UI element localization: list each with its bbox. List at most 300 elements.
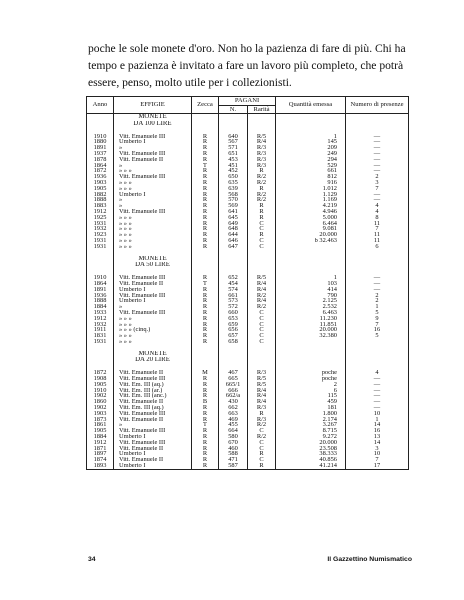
cell-presenze: 14 [346,440,409,446]
cell-rarita: R/2 [248,434,276,440]
cell-zecca: R [192,134,219,140]
cell-pagani-n: 656 [219,327,248,333]
cell-quantita: 41.214 [276,463,346,469]
cell-zecca: R [192,293,219,299]
cell-presenze: 11 [346,221,409,227]
cell-pagani-n: 645 [219,215,248,221]
cell-rarita: C [248,457,276,463]
cell-presenze: — [346,393,409,399]
cell-anno: 1905 [87,186,114,192]
cell-effigie: » » » [114,244,192,250]
cell-pagani-n: 649 [219,221,248,227]
coin-table [86,96,409,470]
cell-pagani-n: 662 [219,405,248,411]
cell-quantita: 1.012 [276,186,346,192]
cell-presenze: 5 [346,310,409,316]
cell-zecca: R [192,333,219,339]
cell-zecca: R [192,428,219,434]
cell-pagani-n: 568 [219,192,248,198]
cell-quantita: 6.463 [276,310,346,316]
section-title-spacer [248,114,276,121]
cell-anno: 1931 [87,221,114,227]
cell-presenze: 2 [346,298,409,304]
cell-presenze: — [346,168,409,174]
section-title-spacer [87,256,114,263]
cell-zecca: R [192,382,219,388]
cell-anno: 1931 [87,244,114,250]
cell-rarita: R/5 [248,376,276,382]
cell-anno: 1891 [87,287,114,293]
cell-pagani-n: 639 [219,186,248,192]
cell-presenze: 4 [346,209,409,215]
cell-pagani-n: 658 [219,339,248,345]
cell-rarita: C [248,244,276,250]
cell-effigie: Umberto I [114,287,192,293]
cell-anno: 1897 [87,451,114,457]
cell-anno: 1864 [87,163,114,169]
section-title-spacer [346,351,409,358]
cell-effigie: Umberto I [114,139,192,145]
cell-effigie: » [114,197,192,203]
cell-zecca: R [192,298,219,304]
cell-zecca: R [192,457,219,463]
cell-effigie: » » » (cinq.) [114,327,192,333]
cell-presenze: — [346,382,409,388]
cell-rarita: R/3 [248,405,276,411]
cell-presenze: — [346,399,409,405]
cell-effigie: Umberto I [114,451,192,457]
section-title-spacer [346,114,409,121]
cell-quantita: 2.532 [276,304,346,310]
cell-anno: 1905 [87,382,114,388]
cell-pagani-n: 666 [219,388,248,394]
cell-anno: 1936 [87,293,114,299]
cell-rarita: C [248,428,276,434]
cell-presenze: — [346,157,409,163]
section-title-spacer [248,121,276,128]
header-pagani: PAGANI [219,97,276,106]
section-title-spacer [346,357,409,364]
cell-pagani-n: 659 [219,322,248,328]
section-title-spacer [276,121,346,128]
cell-rarita: C [248,322,276,328]
cell-presenze: 6 [346,244,409,250]
section-title-row [87,121,409,128]
cell-anno: 1902 [87,393,114,399]
cell-zecca: R [192,186,219,192]
cell-effigie: Umberto I [114,434,192,440]
cell-rarita: R/2 [248,304,276,310]
cell-rarita: R/2 [248,192,276,198]
cell-quantita: 23.508 [276,446,346,452]
cell-presenze: — [346,192,409,198]
cell-presenze: 7 [346,226,409,232]
cell-rarita: R/5 [248,382,276,388]
cell-zecca: R [192,197,219,203]
cell-presenze: 13 [346,434,409,440]
cell-presenze: 7 [346,322,409,328]
cell-anno: 1903 [87,180,114,186]
cell-anno: 1937 [87,151,114,157]
header-n: N. [219,105,248,114]
cell-presenze: 16 [346,327,409,333]
intro-paragraph [88,40,418,91]
cell-presenze: 10 [346,411,409,417]
cell-effigie: Vitt. Emanuele III [114,174,192,180]
cell-quantita: 2 [276,382,346,388]
cell-rarita: R/4 [248,281,276,287]
cell-quantita: 1 [276,134,346,140]
cell-anno: 1911 [87,327,114,333]
cell-rarita: C [248,238,276,244]
cell-anno: 1931 [87,339,114,345]
section-title-spacer [276,357,346,364]
cell-zecca: R [192,174,219,180]
cell-effigie: » [114,422,192,428]
cell-zecca: R [192,339,219,345]
section-title-spacer [87,262,114,269]
section-title-spacer [276,351,346,358]
cell-quantita: 6.464 [276,221,346,227]
cell-presenze: 10 [346,451,409,457]
cell-rarita: R [248,411,276,417]
cell-pagani-n: 635 [219,180,248,186]
section-title-spacer [192,351,219,358]
cell-pagani-n: 651 [219,151,248,157]
cell-anno: 1910 [87,134,114,140]
cell-quantita: 40.856 [276,457,346,463]
cell-quantita: 812 [276,174,346,180]
cell-presenze: 5 [346,333,409,339]
cell-anno: 1884 [87,304,114,310]
cell-anno: 1933 [87,310,114,316]
cell-zecca: R [192,446,219,452]
cell-effigie: » [114,145,192,151]
cell-anno: 1872 [87,370,114,376]
cell-rarita: C [248,316,276,322]
cell-rarita: R/2 [248,422,276,428]
cell-zecca: R [192,376,219,382]
cell-zecca: R [192,287,219,293]
cell-quantita: 20.000 [276,232,346,238]
cell-quantita: 249 [276,151,346,157]
cell-presenze: — [346,388,409,394]
cell-anno: 1831 [87,333,114,339]
cell-quantita: 4.946 [276,209,346,215]
cell-pagani-n: 460 [219,446,248,452]
cell-quantita: 294 [276,157,346,163]
cell-presenze: — [346,145,409,151]
cell-quantita: 4.219 [276,203,346,209]
section-title-row [87,256,409,263]
cell-presenze: — [346,405,409,411]
cell-anno: 1910 [87,388,114,394]
cell-effigie: Umberto I [114,298,192,304]
cell-rarita: R/2 [248,174,276,180]
section-title-spacer [276,114,346,121]
cell-effigie: Vitt. Emanuele III [114,151,192,157]
cell-rarita: R/3 [248,145,276,151]
cell-pagani-n: 573 [219,298,248,304]
section-title: MONETE [114,256,192,263]
cell-zecca: R [192,304,219,310]
cell-anno: 1888 [87,197,114,203]
cell-presenze: — [346,287,409,293]
cell-pagani-n: 670 [219,440,248,446]
cell-presenze: — [346,139,409,145]
cell-quantita: 5.000 [276,215,346,221]
cell-effigie: » » » [114,316,192,322]
cell-pagani-n: 646 [219,238,248,244]
header-quantita: Quantità emessa [276,97,346,114]
cell-presenze: — [346,275,409,281]
cell-pagani-n: 662/a [219,393,248,399]
cell-anno: 1912 [87,316,114,322]
cell-anno: 1871 [87,446,114,452]
cell-effigie: Vitt. Emanuele II [114,281,192,287]
cell-pagani-n: 648 [219,226,248,232]
cell-quantita: 20.000 [276,327,346,333]
header-zecca: Zecca [192,97,219,114]
section-title-spacer [219,121,248,128]
cell-anno: 1883 [87,203,114,209]
cell-pagani-n: 451 [219,163,248,169]
cell-effigie: » » » [114,215,192,221]
cell-zecca: R [192,151,219,157]
cell-pagani-n: 580 [219,434,248,440]
cell-rarita: C [248,327,276,333]
journal-name: Il Gazzettino Numismatico [327,556,412,563]
cell-pagani-n: 453 [219,157,248,163]
section-title-row [87,357,409,364]
cell-pagani-n: 665/1 [219,382,248,388]
cell-anno: 1872 [87,168,114,174]
cell-rarita: R [248,203,276,209]
cell-anno: 1912 [87,440,114,446]
cell-presenze: 7 [346,186,409,192]
cell-effigie: Vitt. Em. III (ar.) [114,388,192,394]
cell-effigie: Vitt. Em. III (aq.) [114,405,192,411]
cell-pagani-n: 664 [219,428,248,434]
cell-pagani-n: 567 [219,139,248,145]
cell-zecca: R [192,215,219,221]
section-title-spacer [192,121,219,128]
cell-effigie: Vitt. Em. III (anc.) [114,393,192,399]
cell-rarita: R [248,232,276,238]
cell-effigie: Vitt. Emanuele III [114,134,192,140]
section-title-spacer [219,256,248,263]
cell-effigie: Vitt. Emanuele II [114,446,192,452]
cell-effigie: » » » [114,180,192,186]
section-title-spacer [276,262,346,269]
cell-effigie: » » » [114,238,192,244]
cell-rarita: R/4 [248,393,276,399]
intro-line: tempo e pazienza è invitato a fare un lavoro più completo, che potrà [88,59,404,72]
section-title-row [87,351,409,358]
cell-zecca: T [192,422,219,428]
cell-presenze: 14 [346,422,409,428]
cell-quantita: 20.000 [276,440,346,446]
cell-quantita: 2.125 [276,298,346,304]
cell-rarita: R/4 [248,139,276,145]
cell-rarita: C [248,339,276,345]
cell-pagani-n: 650 [219,174,248,180]
section-title-row [87,262,409,269]
section-title-spacer [87,114,114,121]
cell-effigie: » » » [114,168,192,174]
cell-pagani-n: 640 [219,134,248,140]
cell-effigie: Vitt. Emanuele II [114,457,192,463]
header-anno: Anno [87,97,114,114]
cell-zecca: R [192,434,219,440]
cell-zecca: R [192,275,219,281]
page-number: 34 [88,556,96,563]
cell-rarita: R/4 [248,388,276,394]
cell-zecca: R [192,244,219,250]
cell-anno: 1893 [87,463,114,469]
section-title-spacer [248,357,276,364]
table-row [87,463,409,469]
cell-presenze: 3 [346,180,409,186]
cell-pagani-n: 647 [219,244,248,250]
cell-pagani-n: 665 [219,376,248,382]
cell-presenze: — [346,281,409,287]
section-title-spacer [87,357,114,364]
cell-rarita: C [248,446,276,452]
header-rarita: Rarità [248,105,276,114]
cell-rarita: R [248,215,276,221]
cell-anno: 1910 [87,275,114,281]
cell-quantita: 115 [276,393,346,399]
cell-rarita: R/5 [248,275,276,281]
cell-zecca: R [192,203,219,209]
cell-rarita: R [248,463,276,469]
cell-presenze: 1 [346,304,409,310]
cell-rarita: C [248,221,276,227]
cell-zecca: R [192,221,219,227]
cell-zecca: R [192,440,219,446]
cell-anno: 1873 [87,417,114,423]
cell-quantita: 1 [276,275,346,281]
cell-pagani-n: 641 [219,209,248,215]
cell-anno: 1902 [87,405,114,411]
cell-quantita: 32.380 [276,333,346,339]
cell-anno: 1882 [87,192,114,198]
cell-quantita: poche [276,376,346,382]
cell-quantita: 11.851 [276,322,346,328]
cell-pagani-n: 454 [219,281,248,287]
cell-rarita: R/3 [248,163,276,169]
cell-effigie: Umberto I [114,192,192,198]
cell-pagani-n: 660 [219,310,248,316]
cell-effigie: Vitt. Emanuele II [114,399,192,405]
cell-rarita: R [248,168,276,174]
cell-rarita: R/5 [248,134,276,140]
cell-presenze: — [346,197,409,203]
cell-anno: 1932 [87,226,114,232]
cell-presenze: 11 [346,238,409,244]
cell-pagani-n: 571 [219,145,248,151]
cell-quantita: 1.800 [276,411,346,417]
cell-anno: 1874 [87,457,114,463]
cell-zecca: R [192,310,219,316]
cell-zecca: R [192,327,219,333]
cell-rarita: R [248,186,276,192]
cell-zecca: R [192,232,219,238]
cell-quantita: 1.129 [276,192,346,198]
cell-zecca: R [192,238,219,244]
cell-effigie: » » » [114,339,192,345]
cell-quantita: 6 [276,388,346,394]
cell-anno: 1936 [87,174,114,180]
cell-presenze: 8 [346,215,409,221]
cell-anno: 1860 [87,399,114,405]
header-numero: Numero di presenze [346,97,409,114]
cell-anno: 1891 [87,145,114,151]
cell-pagani-n: 572 [219,304,248,310]
section-title-spacer [192,262,219,269]
cell-anno: 1931 [87,238,114,244]
cell-quantita: 1.169 [276,197,346,203]
cell-anno: 1884 [87,434,114,440]
section-title-spacer [346,262,409,269]
cell-presenze: — [346,163,409,169]
cell-pagani-n: 653 [219,316,248,322]
cell-zecca: R [192,157,219,163]
cell-presenze: 7 [346,457,409,463]
section-title-spacer [248,256,276,263]
cell-rarita: C [248,440,276,446]
cell-anno: 1903 [87,411,114,417]
cell-effigie: Vitt. Emanuele III [114,428,192,434]
cell-zecca: R [192,180,219,186]
cell-effigie: » [114,203,192,209]
cell-rarita: R/2 [248,197,276,203]
cell-zecca: M [192,370,219,376]
cell-effigie: Vitt. Emanuele III [114,209,192,215]
cell-zecca: R [192,405,219,411]
cell-quantita: 103 [276,281,346,287]
cell-pagani-n: 455 [219,422,248,428]
cell-zecca: B [192,399,219,405]
cell-rarita: R/3 [248,417,276,423]
cell-quantita: 9.081 [276,226,346,232]
section-title-spacer [248,351,276,358]
cell-effigie: » » » [114,333,192,339]
cell-anno: 1880 [87,139,114,145]
cell-effigie: » » » [114,322,192,328]
section-title: DA 20 LIRE [114,357,192,364]
cell-presenze: — [346,151,409,157]
cell-rarita: R/2 [248,293,276,299]
cell-pagani-n: 657 [219,333,248,339]
cell-effigie: Vitt. Em. III (aq.) [114,382,192,388]
cell-quantita: 9.272 [276,434,346,440]
cell-anno: 1864 [87,281,114,287]
cell-zecca: R [192,393,219,399]
cell-presenze: 2 [346,174,409,180]
cell-quantita: 661 [276,168,346,174]
cell-quantita: 38.333 [276,451,346,457]
cell-pagani-n: 661 [219,293,248,299]
section-title-spacer [276,256,346,263]
cell-presenze: 3 [346,446,409,452]
cell-zecca: R [192,145,219,151]
section-title-row [87,114,409,121]
section-title: DA 100 LIRE [114,121,192,128]
section-title-spacer [87,121,114,128]
intro-line: essere, penso, molto utile per i collezionisti. [88,76,292,89]
